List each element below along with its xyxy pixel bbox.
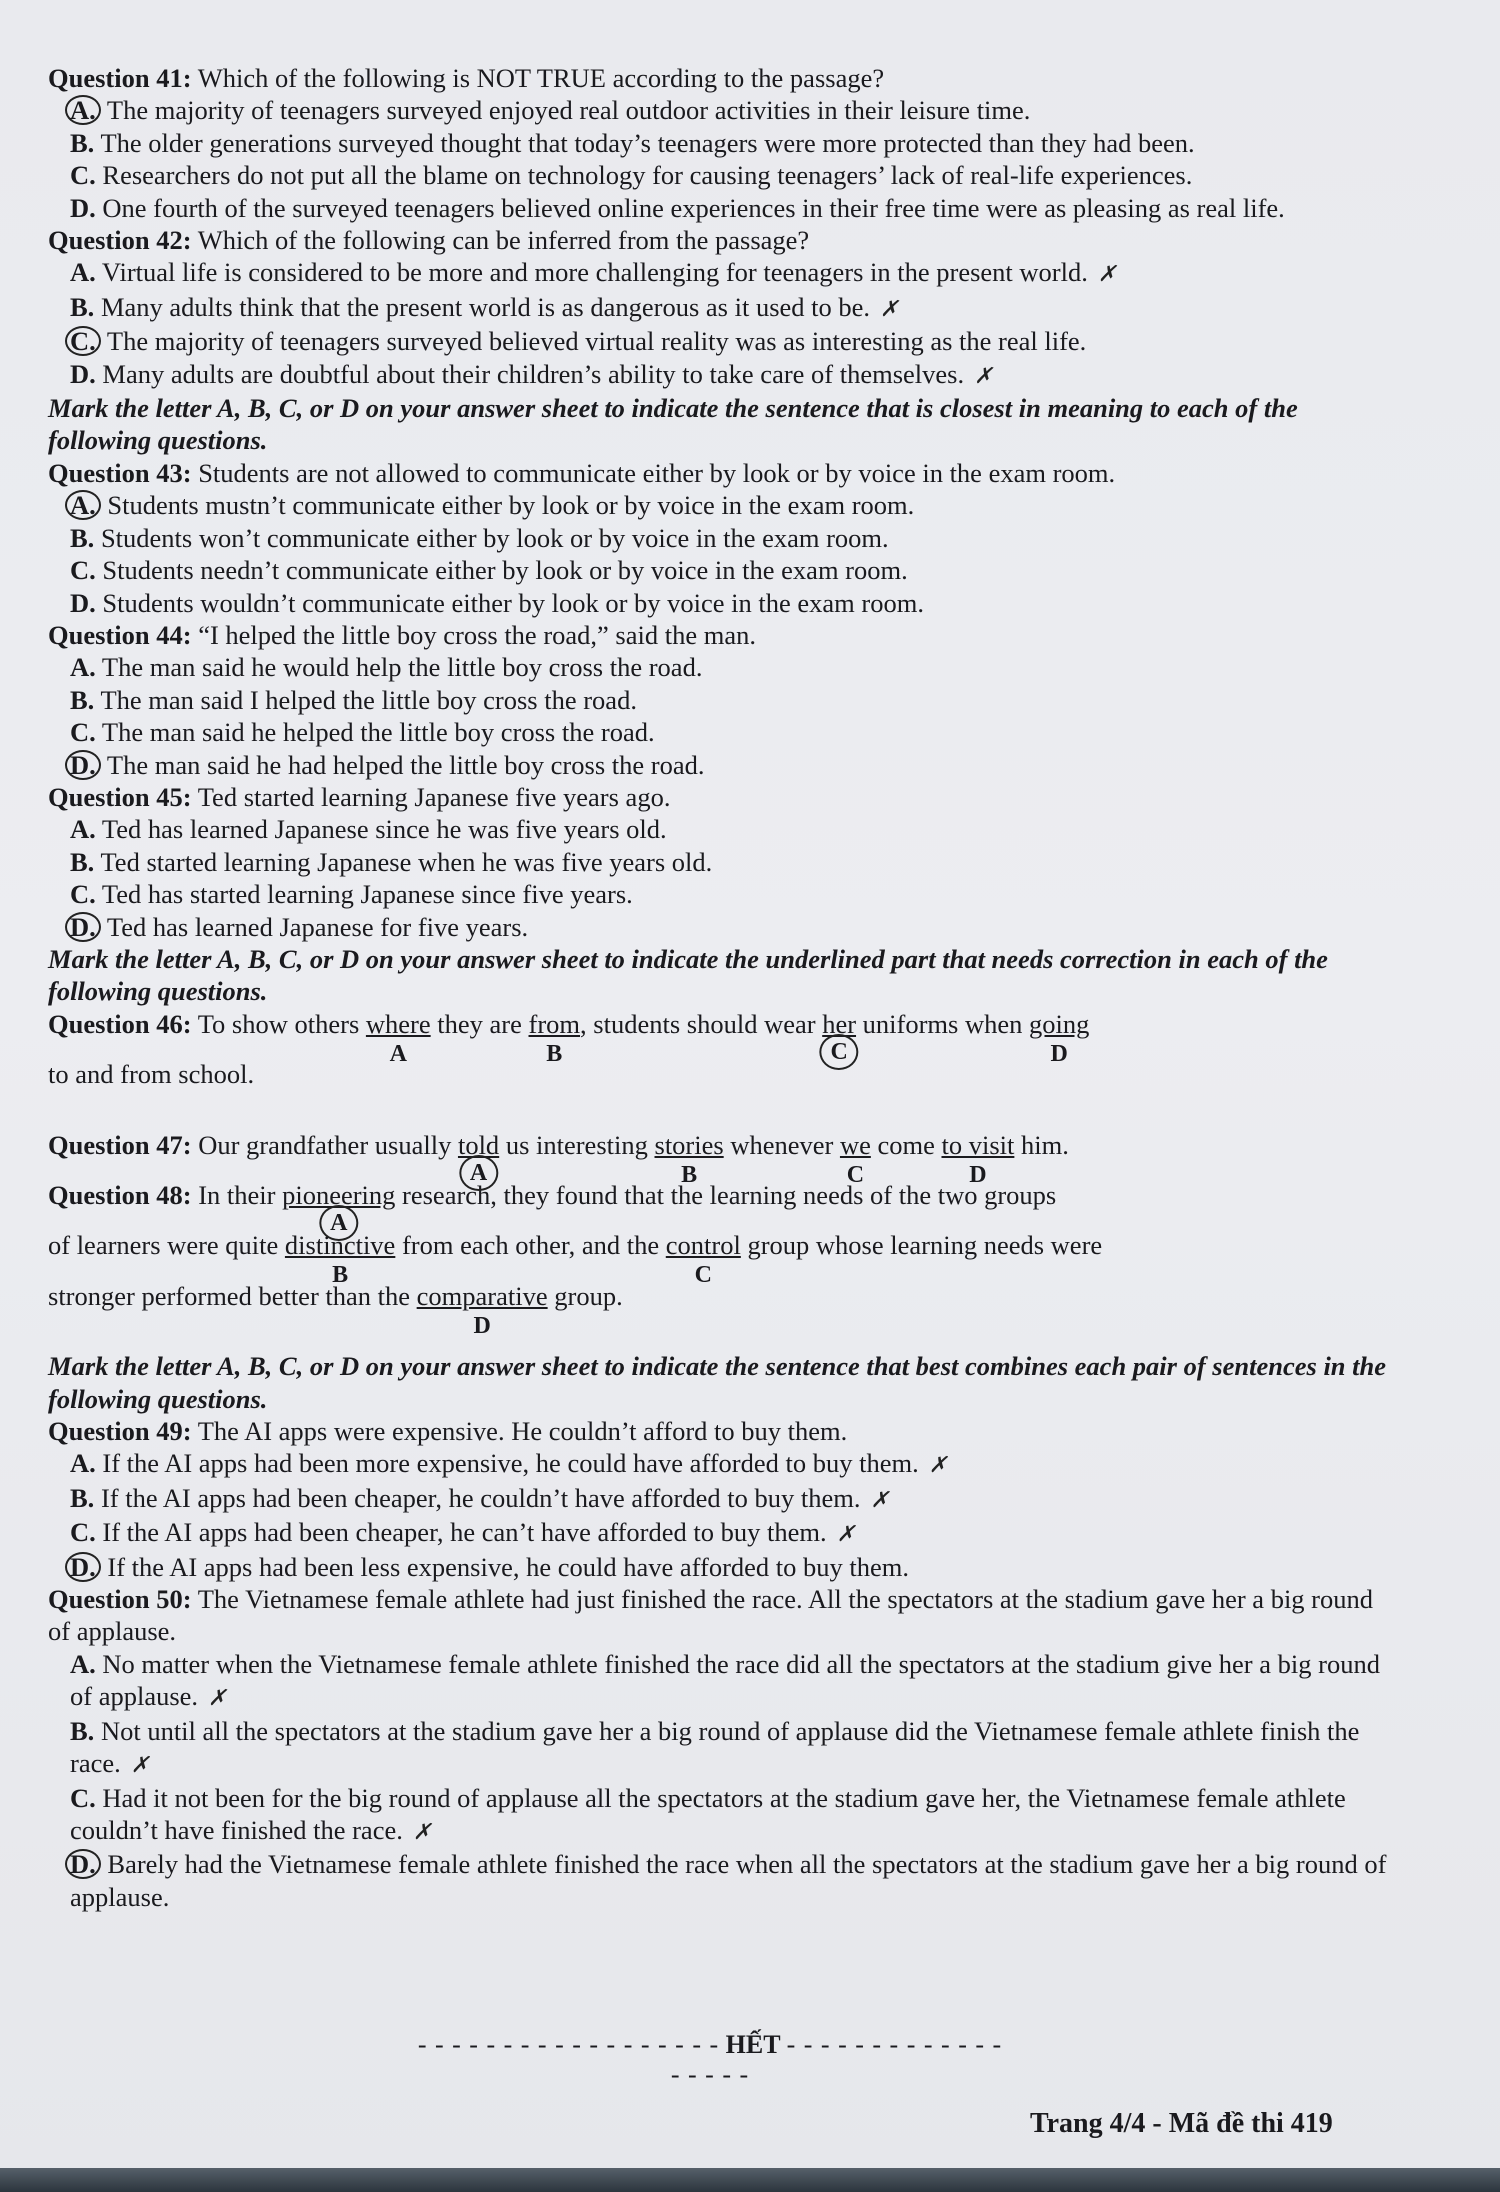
question-text: Students are not allowed to communicate either by look or by voice in the exam room. [198,457,1116,488]
question-label: Question 46: [48,1008,192,1039]
question-label: Question 50: [48,1584,192,1615]
underlined-part-c [665,1229,741,1289]
question-title [48,781,1388,813]
option-d [48,587,1388,619]
question-text: Which of the following can be inferred from the passage? [197,225,810,256]
underlined-part-d [1029,1008,1090,1067]
option-text: Had it not been for the big round of applause all the spectators at the stadium gave her, the Vietnamese female athlete couldn’t have finished the race. [70,1782,1346,1845]
option-letter: B. [70,1715,95,1746]
sentence-text: To show others [197,1008,360,1039]
question-label: Question 41: [48,63,192,93]
option-letter: D. [70,1849,96,1880]
option-letter: A. [70,1648,96,1679]
question-label: Question 45: [48,781,192,812]
question-47 [48,1129,1388,1188]
option-b [48,1482,1388,1516]
option-b [48,522,1388,554]
option-letter: A. [70,257,96,288]
underlined-word: going [1029,1008,1090,1039]
underlined-word: where [365,1008,431,1039]
option-a [48,256,1388,290]
option-text: Ted has learned Japanese for five years. [106,911,529,942]
table-surface [0,2168,1500,2192]
underlined-part-d [941,1129,1015,1188]
option-letter: D. [70,749,96,780]
question-text: Which of the following is NOT TRUE according to the passage? [197,63,885,93]
cross-mark-icon: ✗ [130,1752,150,1778]
option-text: The majority of teenagers surveyed enjoyed real outdoor activities in their leisure time. [106,95,1031,126]
option-letter: A. [70,1448,96,1479]
underlined-part-a [457,1129,500,1186]
underlined-part-b [654,1129,724,1188]
option-a [48,651,1388,683]
option-c [48,159,1388,191]
question-41 [48,62,1388,224]
question-title [48,62,1388,94]
option-b [48,684,1388,716]
question-42 [48,224,1388,392]
option-text: Barely had the Vietnamese female athlete finished the race when all the spectators at the stadium gave her a big round of applause. [70,1849,1387,1912]
circled-part-label: A [459,1155,498,1191]
option-text: The man said I helped the little boy cross the road. [100,684,637,715]
option-d [48,1848,1388,1913]
option-c [48,878,1388,910]
sentence-text: , students should wear [580,1008,816,1039]
option-letter: C. [70,160,96,191]
question-sentence-line2 [48,1229,1388,1289]
sentence-text: us interesting [505,1129,648,1160]
circled-answer [65,912,101,942]
option-text: Ted has started learning Japanese since five years. [101,879,633,910]
underlined-part-c [839,1129,871,1188]
question-label: Question 49: [48,1416,192,1447]
question-48 [48,1179,1388,1339]
option-text: The man said he had helped the little boy cross the road. [106,749,705,780]
cross-mark-icon: ✗ [880,295,899,321]
option-letter: A. [70,652,96,683]
option-letter: D. [70,192,96,223]
sentence-text: from each other, and the [401,1230,660,1261]
option-letter: D. [70,911,96,942]
option-letter: B. [70,127,95,158]
sentence-text: Our grandfather usually [198,1129,452,1160]
underlined-word: distinctive [284,1230,396,1261]
part-label: D [473,1312,491,1339]
underlined-word: comparative [416,1280,548,1311]
part-label: B [546,1040,563,1067]
sentence-continuation: to and from school. [48,1059,255,1090]
cross-mark-icon: ✗ [928,1452,948,1478]
circled-answer [65,326,101,356]
option-text: If the AI apps had been cheaper, he couldn’t have afforded to buy them. [100,1482,861,1513]
question-44 [48,619,1388,781]
cross-mark-icon: ✗ [208,1685,227,1711]
option-text: Many adults are doubtful about their children’s ability to take care of themselves. [102,358,965,389]
option-d [48,358,1388,392]
question-label: Question 43: [48,457,192,488]
question-title [48,1415,1388,1447]
option-text: Students wouldn’t communicate either by look or by voice in the exam room. [102,587,924,618]
option-text: If the AI apps had been more expensive, he could have afforded to buy them. [102,1448,919,1479]
question-title [48,619,1388,651]
option-text: Students won’t communicate either by look or by voice in the exam room. [100,522,889,553]
circled-answer [65,490,101,520]
question-sentence-line3 [48,1280,1388,1339]
question-43 [48,457,1388,619]
option-letter: D. [70,1551,96,1582]
option-a [48,1648,1388,1715]
option-d [48,192,1388,224]
dash-line: - - - - - - - - - - - - - - - - - - [670,2030,1003,2089]
question-sentence [48,1008,1388,1067]
question-title [48,224,1388,256]
option-text: Virtual life is considered to be more and more challenging for teenagers in the present world. [101,257,1088,288]
cross-mark-icon: ✗ [974,362,993,388]
question-text: “I helped the little boy cross the road,” said the man. [198,619,756,650]
option-b [48,127,1388,159]
option-text: If the AI apps had been less expensive, he could have afforded to buy them. [107,1551,910,1582]
question-title [48,457,1388,489]
option-c [48,554,1388,586]
part-label: D [969,1161,987,1188]
question-50 [48,1583,1388,1913]
option-text: Ted has learned Japanese since he was five years old. [101,814,667,845]
option-d [48,911,1388,943]
question-49 [48,1415,1388,1583]
cross-mark-icon: ✗ [836,1521,856,1547]
option-d [48,1551,1388,1583]
end-marker [410,2030,1010,2090]
sentence-text: research, they found that the learning needs of the two groups [402,1180,1057,1210]
underlined-word: her [822,1008,857,1039]
option-text: Not until all the spectators at the stadium gave her a big round of applause did the Vietnamese female athlete finish the race. [70,1715,1360,1779]
option-letter: B. [70,522,95,553]
option-b [48,291,1388,325]
option-text: Ted started learning Japanese when he was five years old. [100,846,713,877]
sentence-text: stronger performed better than the [48,1280,411,1311]
option-letter: C. [70,879,96,910]
part-label: C [846,1161,865,1188]
option-letter: B. [70,846,95,877]
circled-part-label: C [819,1034,858,1070]
option-text: Students needn’t communicate either by look or by voice in the exam room. [102,555,908,586]
question-text: Ted started learning Japanese five years ago. [197,781,671,812]
sentence-text: they are [437,1008,522,1039]
option-letter: C. [70,326,96,357]
option-c [48,325,1388,357]
option-text: The majority of teenagers surveyed believed virtual reality was as interesting as the real life. [106,326,1087,357]
option-a [48,94,1388,126]
option-letter: D. [70,587,96,618]
part-label: A [389,1040,407,1067]
underlined-word: stories [654,1129,724,1160]
underlined-part-a [282,1179,396,1236]
end-text: HẾT [725,2030,781,2059]
question-label: Question 42: [48,225,192,256]
circled-answer [65,1552,101,1582]
underlined-part-d [416,1280,548,1339]
question-45 [48,781,1388,943]
option-letter: C. [70,1517,96,1548]
sentence-text: him. [1021,1129,1069,1160]
option-letter: A. [70,490,96,521]
exam-content [48,62,1388,1913]
sentence-text: come [877,1129,935,1160]
option-letter: B. [70,684,95,715]
part-label: D [1050,1040,1068,1067]
option-c [48,1516,1388,1550]
option-a [48,813,1388,845]
cross-mark-icon: ✗ [1097,261,1117,287]
underlined-word: from [528,1008,581,1039]
underlined-word: to visit [941,1129,1015,1160]
option-text: Researchers do not put all the blame on technology for causing teenagers’ lack of real-life experiences. [102,160,1193,191]
question-label: Question 48: [48,1180,192,1210]
option-letter: C. [70,1782,96,1813]
option-b [48,846,1388,878]
sentence-text: uniforms when [862,1008,1023,1039]
option-text: The man said he helped the little boy cross the road. [101,717,655,748]
underlined-part-b [528,1008,581,1067]
option-c [48,1782,1388,1849]
question-label: Question 47: [48,1129,192,1160]
cross-mark-icon: ✗ [870,1486,889,1512]
underlined-word: told [457,1129,500,1160]
sentence-text: whenever [730,1129,834,1160]
sentence-text: group. [554,1280,623,1311]
option-letter: B. [70,291,95,322]
cross-mark-icon: ✗ [412,1818,432,1844]
option-letter: B. [70,1482,95,1513]
part-label: C [694,1262,712,1289]
option-letter: D. [70,358,96,389]
option-d [48,749,1388,781]
option-letter: C. [70,555,96,586]
option-text: No matter when the Vietnamese female athlete finished the race did all the spectators at the stadium give her a big round of applause. [70,1648,1380,1712]
part-label: B [332,1262,349,1289]
option-b [48,1715,1388,1782]
underlined-part-b [284,1229,396,1289]
underlined-part-a [365,1008,431,1067]
dash-line: - - - - - - - - - - - - - - - - - - [417,2030,720,2059]
section-instruction: Mark the letter A, B, C, or D on your answer sheet to indicate the sentence that best combines each pair of sentences in the following questions. [48,1351,1387,1414]
question-46 [48,1008,1388,1091]
circled-answer [65,1849,101,1879]
underlined-word: we [839,1129,871,1160]
option-letter: A. [70,814,96,845]
option-text: If the AI apps had been cheaper, he can’t have afforded to buy them. [102,1517,827,1548]
question-text: The Vietnamese female athlete had just finished the race. All the spectators at the stadium gave her a big round of applause. [48,1584,1374,1647]
circled-answer [65,95,101,125]
option-letter: A. [70,95,96,126]
section-instruction: Mark the letter A, B, C, or D on your answer sheet to indicate the sentence that is closest in meaning to each of the following questions. [48,393,1298,456]
option-text: The man said he would help the little boy cross the road. [101,652,703,683]
underlined-word: pioneering [282,1180,396,1210]
part-label: B [681,1161,698,1188]
option-c [48,716,1388,748]
underlined-part-c [822,1008,857,1065]
section-instruction: Mark the letter A, B, C, or D on your answer sheet to indicate the underlined part that needs correction in each of the following questions. [48,943,1328,1007]
sentence-text: In their [198,1180,276,1210]
underlined-word: control [665,1230,741,1261]
circled-part-label: A [319,1205,358,1241]
question-text: The AI apps were expensive. He couldn’t afford to buy them. [197,1416,848,1447]
sentence-text: of learners were quite [48,1230,279,1261]
page-footer: Trang 4/4 - Mã đề thi 419 [1030,2108,1333,2139]
option-a [48,489,1388,521]
option-letter: C. [70,717,96,748]
question-label: Question 44: [48,619,192,650]
question-title [48,1583,1388,1648]
circled-answer [65,750,101,780]
option-text: Many adults think that the present world is as dangerous as it used to be. [100,291,871,322]
option-text: Students mustn’t communicate either by look or by voice in the exam room. [107,490,915,521]
option-text: The older generations surveyed thought that today’s teenagers were more protected than they had been. [100,127,1195,158]
question-sentence [48,1129,1388,1188]
question-sentence-line1 [48,1179,1388,1236]
option-text: One fourth of the surveyed teenagers believed online experiences in their free time were as pleasing as real life. [102,192,1285,223]
sentence-text: group whose learning needs were [747,1230,1103,1261]
option-a [48,1447,1388,1481]
